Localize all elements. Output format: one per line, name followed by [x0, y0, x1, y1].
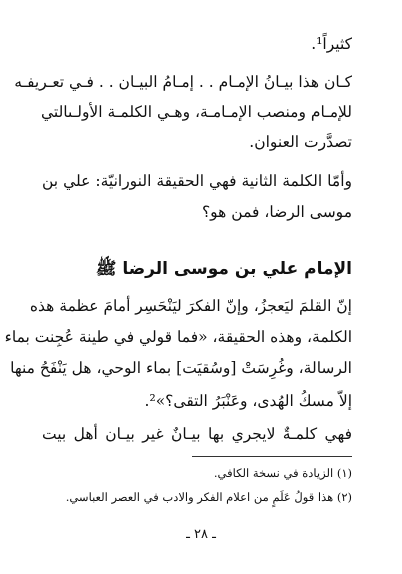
body-line-4: تصدَّرت العنوان. [249, 133, 352, 151]
footnote-2: (٢) هذا قولُ عَلَمٍ من اعلام الفكر والادب في العصر العباسي. [65, 490, 352, 504]
body-line-9: الرسالة، وغُرِسَتْ [وسُقيَت] بماء الوحي، هل يَنْفَحُ منها [10, 359, 352, 377]
body-line-11: فهي كلمـةٌ لايجري بها بيـانٌ غير بيـان أهل بيت [42, 425, 352, 443]
footnote-divider [192, 456, 352, 457]
body-line-6: موسى الرضا، فمن هو؟ [201, 203, 352, 221]
section-heading: الإمام علي بن موسى الرضا ﷺ [95, 259, 352, 279]
footnote-1: (١) الزيادة في نسخة الكافي. [213, 466, 352, 480]
body-line-1: كثيراً¹. [311, 35, 352, 53]
body-line-10: إلاّ مسكُ الهُدى، وعَنْبَرُ التقى؟»². [144, 392, 352, 410]
page-number: ـ ٢٨ ـ [186, 527, 216, 542]
body-line-5: وأمّا الكلمة الثانية فهي الحقيقة النورانيّة: علي بن [42, 172, 352, 190]
body-line-3: للإمـام ومنصب الإمـامـة، وهـي الكلمـة الأولـىالتي [40, 103, 352, 121]
body-line-7: إنّ القلمَ ليَعجزُ، وإنّ الفكرَ ليَنْحَسِر أمامَ عظمة هذه [29, 297, 352, 315]
body-line-8: الكلمة، وهذه الحقيقة، «فما قولي في طينة عُجِنت بماء [4, 328, 352, 346]
body-line-2: كـان هذا بيـانُ الإمـام . . إمـامُ البيـان . . فـي تعـريفـه [14, 73, 352, 91]
